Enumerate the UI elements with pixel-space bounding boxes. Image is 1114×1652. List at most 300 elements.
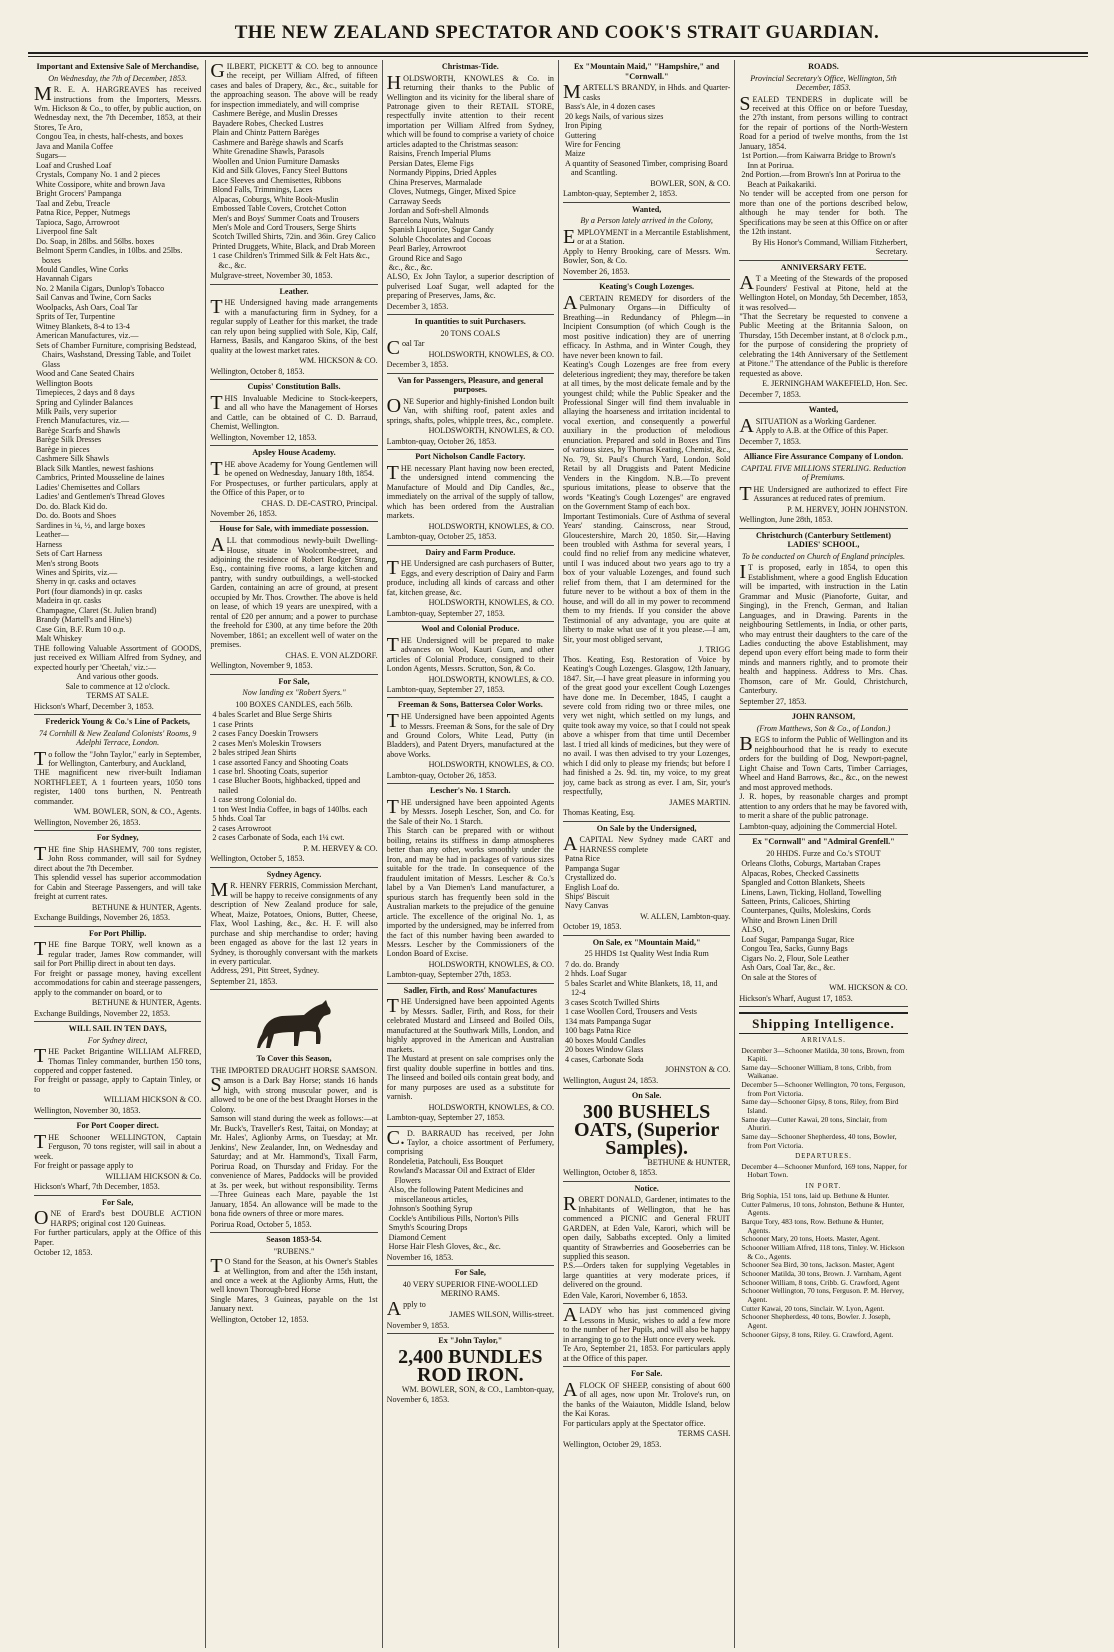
list-item: Wire for Fencing	[564, 140, 621, 149]
ad-date: Lambton-quay, September 27th, 1853.	[386, 970, 512, 980]
shipping-entry: Same day—Schooner William, 8 tons, Cribb, from Waikanae.	[741, 1062, 892, 1081]
ad-body-text: ALL that commodious newly-built Dwelling-House, situate in Woolcombe-street, and adjoining the residence of Robert Rodger Strang, Esq., containing five rooms, a large kitchen and pantry, with sundry outbuildings, a well-stocked Garden, containing an acre of ground, at present occupied by Mr. Thos. Crowther. The above is held on lease, of which 19 years are unexpired, with a rental of £20 per annum; and a power to purchase the freehold for £300, at any time before the 20th November, 1861; an excellent well of water on the premises.	[210, 534, 378, 650]
ad-date: December 3, 1853.	[386, 301, 449, 311]
list-item: Cigars No. 2, Flour, Sole Leather	[741, 953, 849, 963]
list-item: 4 bales Scarlet and Blue Serge Shirts	[212, 710, 332, 720]
ad-signature: WM. HICKSON & CO.	[299, 356, 378, 366]
ad-title: Alliance Fire Assurance Company of London.	[743, 452, 904, 462]
ad-signature: BETHUNE & HUNTER, Agents.	[91, 998, 202, 1008]
advertisement	[739, 450, 907, 528]
list-item: Ladies' and Gentlemen's Thread Gloves	[36, 492, 165, 502]
list-item: Smyth's Scouring Drops	[388, 1223, 468, 1233]
shipping-entry: Barque Tory, 483 tons, Row. Bethune & Hunter, Agents.	[741, 1217, 884, 1235]
column-2	[206, 60, 382, 1648]
ad-signature: JAMES WILSON, Willis-street.	[449, 1310, 554, 1320]
ad-title: WILL SAIL IN TEN DAYS,	[68, 1023, 167, 1033]
advertisement	[739, 710, 907, 835]
ad-body-text: THE Schooner WELLINGTON, Captain Ferguson, 70 tons register, will sail in about a week.	[34, 1130, 202, 1161]
ad-body-text: THE Undersigned having made arrangements with a manufacturing firm in Sydney, for a regular supply of Leather for this market, the trade can rely upon being supplied with Sole, Kip, Calf, Harness, Basils, and Kangaroo Skins, of the best quality at the lowest market rates.	[210, 296, 378, 355]
ad-date: Wellington, November 9, 1853.	[210, 661, 313, 671]
ad-title: For Sydney,	[96, 833, 139, 843]
list-item: Horse Hair Flesh Gloves, &c., &c.	[388, 1242, 501, 1252]
ad-title: For Sale.	[631, 1369, 663, 1379]
list-item: Spring and Cylinder Balances	[36, 397, 133, 407]
shipping-entry: December 3—Schooner Matilda, 30 tons, Brown, from Kapiti.	[741, 1045, 905, 1064]
list-item: 1st Portion.—from Kaiwarra Bridge to Brown's Inn at Porirua.	[741, 151, 896, 170]
list-item: Sprits of Ter, Turpentine	[36, 312, 115, 322]
ad-title: Wanted,	[631, 204, 662, 214]
ad-body-text: Keating's Cough Lozenges are free from every deleterious ingredient; they may, therefore be taken at all times, by the most delicate female and by the youngest child; while the Public Speaker and the Professional Singer will find them invaluable in allaying the hoarseness and irritation incidental to vocal exertion, and consequently a powerful auxiliary in the production of melodious enunciation. Prepared and sold in Boxes and Tins of various sizes, by Thomas Keating, Chemist, &c., No. 79, St. Paul's Church Yard, London. Sold Retail by all Druggists and Patent Medicine Venders in the Kingdom. N.B.—To prevent spurious imitations, please to observe that the words "Keating's Cough Lozenges" are engraved on the Government Stamp of each box.	[562, 360, 731, 512]
ad-body-text: Single Mares, 3 Guineas, payable on the 1st January next.	[210, 1294, 378, 1314]
ad-body-text: For particulars apply at the Spectator office.	[562, 1418, 706, 1428]
ad-title: JOHN RANSOM,	[791, 712, 856, 722]
item-list	[739, 151, 907, 189]
shipping-entry: Schooner Shepherdess, 40 tons, Bowler. J. Joseph, Agent.	[741, 1312, 891, 1330]
ad-body-text: Address, 291, Pitt Street, Sydney.	[210, 966, 320, 976]
ad-body-text: Apply to A.B. at the Office of this Paper.	[755, 426, 889, 436]
ad-date: Lambton-quay, adjoining the Commercial Hotel.	[739, 821, 898, 831]
list-item: Lace Sleeves and Chemisettes, Ribbons	[212, 175, 342, 185]
shipping-entry: Schooner William, 8 tons, Cribb. G. Crawford, Agent	[741, 1277, 900, 1287]
column-5	[735, 60, 911, 1648]
ad-signature: WM. HICKSON & CO.	[829, 983, 908, 993]
list-item: Taal and Zebu, Treacle	[36, 198, 111, 208]
list-item: Sardines in ¼, ½, and large boxes	[36, 520, 146, 530]
in-port-label: IN PORT.	[805, 1181, 842, 1190]
ad-title: ANNIVERSARY FETE.	[780, 262, 867, 272]
advertisement	[387, 984, 554, 1127]
ad-body-text: Thos. Keating, Esq. Restoration of Voice by Keating's Cough Lozenges. Glasgow, 12th January, 1847. Sir,—I have great pleasure in informing you of the great good your excellent Cough Lozenges have done me. In December, 1845, I caught a severe cold from riding two or three miles, one very wet night, which settled on my lungs, and quite took away my voice, so that I could not speak above a whisper from that time until December last. I tried all kinds of medicines, but they were of no avail. I was then advised to try your Lozenges, which I did only to please my friends; but before I had finished a 2s. 9d. tin, my voice, to my great joy, came back as strong as ever. I am, Sir, your's respectfully,	[562, 654, 731, 797]
ad-title: Port Nicholson Candle Factory.	[415, 452, 526, 462]
arrivals-label: ARRIVALS.	[801, 1036, 846, 1045]
horse-illustration	[252, 996, 336, 1052]
list-item: 40 boxes Mould Candles	[564, 1035, 646, 1045]
advertisement	[563, 1367, 730, 1452]
list-item: Barège in pieces	[36, 444, 90, 454]
ad-date: Lambton-quay, October 26, 1853.	[386, 770, 497, 780]
newspaper-title: THE NEW ZEALAND SPECTATOR AND COOK'S STRAIT GUARDIAN.	[234, 22, 880, 43]
list-item: ALSO,	[741, 925, 765, 935]
ad-title: For Sale,	[102, 1197, 134, 1207]
ad-body-text: AT a Meeting of the Stewards of the proposed Founders' Festival at Pitone, held at the Wellington Hotel, on Monday, 5th December, 1853, it was resolved—	[739, 272, 908, 312]
list-item: Do. do. Boots and Shoes	[36, 511, 117, 521]
ad-date: Exchange Buildings, November 22, 1853.	[34, 1008, 170, 1018]
ad-title: Wanted,	[808, 405, 839, 415]
list-item: Wood and Cane Seated Chairs	[36, 369, 135, 379]
ad-body-text: ACAPITAL New Sydney made CART and HARNESS complete	[562, 833, 731, 856]
ad-body-text: THE fine Barque TORY, well known as a regular trader, James Row commander, will sail for Port Phillip direct in about ten days.	[34, 938, 202, 969]
ad-date: November 9, 1853.	[386, 1320, 450, 1330]
shipping-entry: Schooner Gipsy, 8 tons, Riley. G. Crawford, Agent.	[741, 1329, 894, 1339]
ad-body-text: AFLOCK OF SHEEP, consisting of about 600 of all ages, now upon Mr. Trolove's run, on the banks of the Waiauton, Middle Island, below the Kai Koras.	[562, 1378, 731, 1419]
list-item: Java and Manila Coffee	[36, 141, 113, 151]
list-item: Port (four diamonds) in qr. casks	[36, 586, 143, 596]
ad-title: Lescher's No. 1 Starch.	[430, 786, 511, 796]
ad-body-text: BEGS to inform the Public of Wellington and its neighbourhood that he is ready to execute orders for the building of Dog, Newport-pagnel, Light Chaise and Town Carts, Timber Carriages, Wheel and Hand Barrows, &c., &c., on the newest and most approved methods.	[739, 733, 908, 792]
ad-title: For Sale,	[278, 676, 310, 686]
ad-signature: HOLDSWORTH, KNOWLES, & CO.	[428, 349, 554, 359]
list-item: Satteen, Prints, Calicoes, Shirting	[741, 896, 851, 906]
ad-signature: HOLDSWORTH, KNOWLES, & CO.	[428, 1102, 554, 1112]
advertisement	[387, 450, 554, 545]
shipping-entry: December 4—Schooner Munford, 169 tons, Napper, for Hobart Town.	[741, 1161, 908, 1180]
column-3	[383, 60, 559, 1648]
ad-signature: WILLIAM HICKSON & Co.	[105, 1171, 202, 1181]
advertisement	[387, 1127, 554, 1267]
list-item: 2 cases Carbonate of Soda, each 1¼ cwt.	[212, 833, 345, 843]
ad-date: Thomas Keating, Esq.	[562, 808, 635, 818]
ad-date: December 7, 1853.	[739, 436, 801, 446]
list-item: Cashmere Berège, and Muslin Dresses	[212, 109, 338, 119]
list-item: Normandy Pippins, Dried Apples	[388, 168, 497, 178]
ad-body-text: ACERTAIN REMEDY for disorders of the Pulmonary Organs—in Difficulty of Breathing—in Redundancy of Phlegm—in Incipient Consumption (of which Cough is the most positive indication) they are of unerring efficacy. In Asthma, and in Winter Cough, they have never been known to fail.	[562, 291, 731, 360]
ad-signature: E. JERNINGHAM WAKEFIELD, Hon. Sec.	[762, 379, 908, 389]
ad-date: Wellington, November 30, 1853.	[34, 1105, 141, 1115]
shipping-entry: Same day—Cutter Kawai, 20 tons, Sinclair, from Ahuriri.	[741, 1114, 887, 1133]
ad-body-text: ASITUATION as a Working Gardener.	[739, 414, 877, 437]
ad-body-text: ONE Superior and highly-finished London built Van, with shifting roof, patent axles and springs, shafts, poles, whipple trees, &c., complete.	[386, 394, 554, 425]
advertisement	[387, 1266, 554, 1334]
ad-date: Lambton-quay, September 27, 1853.	[386, 1113, 505, 1123]
advertisement	[210, 675, 377, 868]
ad-headline: 2,400 BUNDLES ROD IRON.	[398, 1345, 543, 1386]
shipping-entry: Same day—Schooner Gipsy, 8 tons, Riley, from Bird Island.	[741, 1097, 899, 1116]
list-item: Congou Tea, in chests, half-chests, and boxes	[36, 132, 183, 142]
list-item: Loaf and Crushed Loaf	[36, 160, 112, 170]
ad-title: In quantities to suit Purchasers.	[414, 317, 526, 327]
ad-body-text: MARTELL'S BRANDY, in Hhds. and Quarter-casks	[562, 81, 731, 104]
advertisement	[563, 936, 730, 1089]
list-item: Case Gin, B.F. Rum 10 o.p.	[36, 624, 126, 634]
list-item: Ships' Biscuit	[564, 892, 610, 901]
ad-subtitle: By a Person lately arrived in the Colony,	[580, 216, 713, 226]
list-item: 1 ton West India Coffee, in bags of 140lbs. each	[212, 804, 368, 814]
item-list	[387, 1157, 554, 1252]
list-item: Do. do. Black Kid do.	[36, 501, 108, 511]
ad-signature: By His Honor's Command, William Fitzherbert, Secretary.	[752, 237, 908, 257]
ad-title: Important and Extensive Sale of Merchandise,	[36, 62, 199, 71]
ad-date: Eden Vale, Karori, November 6, 1853.	[562, 1290, 688, 1300]
ad-body-text: ROBERT DONALD, Gardener, intimates to the Inhabitants of Wellington, that he has commenced a PICNIC and General FRUIT GARDEN, at Eden Vale, Karori, which will be open daily, Sabbaths excepted. Only a limited quantity of Strawberries and Gooseberries can be supplied this season.	[562, 1193, 731, 1261]
list-item: Crystals, Company No. 1 and 2 pieces	[36, 170, 161, 180]
ad-headline: "RUBENS."	[273, 1246, 315, 1256]
list-item: Woollen and Union Furniture Damasks	[212, 156, 340, 166]
ad-subtitle: Provincial Secretary's Office, Wellington, 5th December, 1853.	[750, 73, 897, 93]
ad-body-text: THE Packet Brigantine WILLIAM ALFRED, Thomas Tinley commander, burthen 150 tons, coppered and copper fastened.	[34, 1045, 202, 1075]
ad-body-text: The Mustard at present on sale comprises only the first quality double superfine in bottles and tins. The linseed and boiled oils contain great body, and for many purposes are used as a substitute for varnish.	[386, 1054, 554, 1102]
ad-body-text: ONE of Erard's best DOUBLE ACTION HARPS; original cost 120 Guineas.	[34, 1207, 202, 1230]
list-item: American Manufactures, viz.—	[36, 331, 139, 341]
list-item: Pearl Barley, Arrowroot	[388, 244, 467, 254]
ad-date: Wellington, October 5, 1853.	[210, 854, 305, 864]
ad-headline: 100 BOXES CANDLES, each 56lb.	[235, 699, 353, 709]
ad-headline: 40 VERY SUPERIOR FINE-WOOLLED MERINO RAMS.	[402, 1279, 538, 1299]
list-item: 5 hhds. Coal Tar	[212, 814, 266, 824]
list-item: Soluble Chocolates and Cocoas	[388, 234, 491, 244]
ad-date: Lambton-quay, October 26, 1853.	[386, 436, 497, 446]
list-item: Bayadere Robes, Checked Lustres	[212, 118, 324, 128]
list-item: 5 bales Scarlet and White Blankets, 18, 11, and 12-4	[564, 978, 718, 998]
list-item: Jordan and Soft-shell Almonds	[388, 206, 489, 216]
ad-body-text: THIS Invaluable Medicine to Stock-keepers, and all who have the Management of Horses and Cattle, can be obtained of C. D. Barraud, Chemist, Wellington.	[210, 391, 378, 432]
column-4	[559, 60, 735, 1648]
ad-title: On Sale.	[631, 1091, 662, 1101]
list-item: Liverpool fine Salt	[36, 227, 98, 237]
list-item: 1 case assorted Fancy and Shooting Coats	[212, 757, 349, 767]
shipping-entry: December 5—Schooner Wellington, 70 tons, Ferguson, from Port Victoria.	[741, 1080, 906, 1098]
ad-body-text: P.S.—Orders taken for supplying Vegetables in large quantities at very moderate prices, if delivered on the ground.	[562, 1261, 731, 1290]
ad-signature: BETHUNE & HUNTER,	[647, 1157, 731, 1167]
ad-signature: BETHUNE & HUNTER, Agents.	[91, 902, 202, 912]
ad-title: Season 1853-54.	[266, 1234, 322, 1244]
ad-date: Lambton-quay, September 2, 1853.	[562, 189, 678, 199]
ad-signature: BOWLER, SON, & CO.	[650, 178, 731, 188]
advertisement	[739, 261, 907, 404]
ad-body-text: THE Undersigned have been appointed Agents by Messrs. Sadler, Firth, and Ross, for their celebrated Mustard and Linseed and Boiled Oils, manufactured at the Southwark Mills, London, and highly approved in the American and Australian markets.	[386, 995, 554, 1054]
list-item: 7 do. do. Brandy	[564, 959, 620, 969]
ad-subtitle: 74 Cornhill & New Zealand Colonists' Rooms, 9 Adelphi Terrace, London.	[39, 728, 197, 748]
advertisement	[210, 868, 377, 991]
list-item: China Preserves, Marmalade	[388, 177, 482, 187]
item-list	[563, 102, 730, 178]
ad-body-text: For freight or passage, apply to Captain Tinley, or to	[34, 1075, 202, 1094]
ad-date: December 3, 1853.	[386, 360, 449, 370]
list-item: Sets of Cart Harness	[36, 549, 103, 559]
ad-title: Sydney Agency.	[266, 869, 322, 879]
ad-subtitle: CAPITAL FIVE MILLIONS STERLING. Reduction of Premiums.	[741, 463, 906, 483]
list-item: Persian Dates, Eleme Figs	[388, 158, 474, 168]
list-item: Black Silk Mantles, newest fashions	[36, 463, 154, 473]
ad-date: Exchange Buildings, November 26, 1853.	[34, 913, 170, 923]
list-item: 1 case strong Colonial do.	[212, 795, 297, 805]
shipping-entry: Schooner Wellington, 70 tons, Ferguson. P. M. Hervey, Agent.	[741, 1286, 904, 1304]
ad-title: Sadler, Firth, and Ross' Manufactures	[403, 985, 537, 995]
shipping-entry: Same day—Schooner Shepherdess, 40 tons, Bowler, from Port Victoria.	[741, 1132, 897, 1150]
ad-body-text: For freight or passage money, having excellent accommodations for cabin and steerage passengers, apply to the commander on board, or to	[34, 968, 202, 997]
ad-date: November 26, 1853.	[562, 266, 630, 276]
shipping-heading: Shipping Intelligence.	[739, 1012, 907, 1034]
list-item: &c., &c., &c.	[388, 262, 433, 272]
list-item: Crystallized do.	[564, 873, 617, 883]
list-item: Blond Falls, Trimmings, Laces	[212, 185, 313, 195]
list-item: Champagne, Claret (St. Julien brand)	[36, 605, 157, 615]
list-item: Rowland's Macassar Oil and Extract of Elder Flowers	[388, 1166, 535, 1185]
ad-title: House for Sale, with immediate possession.	[219, 524, 369, 534]
list-item: Spanish Liquorice, Sugar Candy	[388, 225, 494, 235]
list-item: 2 cases Arrowroot	[212, 823, 272, 833]
shipping-entry: Schooner Mary, 20 tons, Hoets. Master, Agent.	[741, 1234, 880, 1244]
ad-subtitle: (From Matthews, Son & Co., of London.)	[756, 723, 891, 733]
ad-date: September 27, 1853.	[739, 696, 807, 706]
list-item: Spangled and Cotton Blankets, Sheets	[741, 878, 865, 888]
list-item: 1 case Blucher Boots, highbacked, tipped and nailed	[212, 776, 361, 795]
list-item: Ash Oars, Coal Tar, &c., &c.	[741, 963, 836, 973]
list-item: Raisins, French Imperial Plums	[388, 149, 491, 159]
advertisement	[387, 698, 554, 784]
list-item: Men's Mole and Cord Trousers, Serge Shirts	[212, 222, 356, 232]
ad-date: Hickson's Wharf, August 17, 1853.	[739, 993, 853, 1003]
list-item: Johnson's Soothing Syrup	[388, 1204, 473, 1214]
advertisement	[387, 315, 554, 373]
ad-date: Lambton-quay, October 25, 1853.	[386, 532, 497, 542]
list-item: Embossed Table Covers, Crotchet Cotton	[212, 204, 347, 214]
list-item: 100 bags Patna Rice	[564, 1026, 631, 1036]
list-item: Men's strong Boots	[36, 558, 99, 568]
ad-title: Cupiss' Constitution Balls.	[247, 382, 341, 392]
ad-body-text: For freight or passage apply to	[34, 1161, 134, 1171]
ad-body-text: Apply to Henry Brooking, care of Messrs. Wm. Bowler, Son, & Co.	[562, 246, 731, 266]
advertisement	[739, 835, 907, 1007]
ad-title: Apsley House Academy.	[252, 448, 336, 458]
ad-date: Lambton-quay, September 27, 1853.	[386, 685, 505, 694]
list-item: 3 cases Scotch Twilled Shirts	[564, 997, 660, 1007]
ad-headline: 25 HHDS 1st Quality West India Rum	[584, 949, 709, 959]
ad-date: November 16, 1853.	[386, 1252, 454, 1262]
ad-date: Wellington, August 24, 1853.	[562, 1075, 659, 1085]
ad-title: On Sale by the Undersigned,	[596, 823, 697, 833]
ad-body-text: Coal Tar	[386, 337, 425, 360]
list-item: Barège Scarfs and Shawls	[36, 425, 121, 435]
item-list	[387, 149, 554, 272]
ad-headline: 20 TONS COALS	[440, 328, 501, 338]
advertisement	[34, 1119, 201, 1195]
ad-body-text: THE fine Ship HASHEMY, 700 tons register, John Ross commander, will sail for Sydney direct about the 7th December.	[34, 842, 202, 873]
ad-signature: W. ALLEN, Lambton-quay.	[640, 911, 731, 921]
advertisement	[739, 403, 907, 450]
advertisement	[210, 285, 377, 380]
ad-body-text: THE following Valuable Assortment of GOODS, just received ex William Alfred from Sydney, and expected hourly per 'Cheetah,' viz.:—	[34, 643, 202, 672]
ad-footer: Sale to commence at 12 o'clock.	[65, 681, 170, 691]
ad-signature: WM. BOWLER, SON, & CO., Lambton-quay,	[401, 1384, 554, 1394]
advertisement	[34, 831, 201, 926]
ad-date: Wellington, October 29, 1853.	[562, 1439, 662, 1449]
list-item: Also, the following Patent Medicines and miscellaneous articles,	[388, 1185, 524, 1204]
ad-body-text: THE undersigned have been appointed Agents by Messrs. Joseph Lescher, Son, and Co. for the Sale of their No. 1 Starch.	[386, 795, 554, 826]
ad-subtitle: Now landing ex "Robert Syers."	[242, 688, 346, 698]
list-item: Pampanga Sugar	[564, 863, 620, 873]
list-item: Navy Canvas	[564, 901, 609, 911]
ad-body-text: To follow the "John Taylor," early in September, for Wellington, Canterbury, and Auckland,	[34, 747, 202, 770]
list-item: Ground Rice and Sago	[388, 253, 463, 263]
ad-subtitle: To be conducted on Church of England principles.	[741, 551, 905, 561]
list-item: Mould Candles, Wine Corks	[36, 264, 129, 274]
ad-body-text: Important Testimonials. Cure of Asthma of several Years' standing. Cainscross, near Stroud, Gloucestershire, March 20, 1850. Sir,—Having been troubled with Asthma for several years, I could find no relief from any medicine whatever, until I was induced about two years ago to try a box of your valuable Lozenges, and found such relief from them, that I am determined for the future never to be without a box of them in the house, and will do all in my power to recommend them to my friends. If you consider the above Testimonial of any advantage, you are quite at liberty to make what use of it you please.—I am, Sir, your most obliged servant,	[562, 511, 731, 644]
list-item: Alpacas, Coburgs, White Book-Muslin	[212, 194, 339, 204]
ad-body-text: ALSO, Ex John Taylor, a superior description of pulverised Loaf Sugar, well adapted for the preparing of Preserves, Jams, &c.	[386, 272, 554, 301]
ad-date: Wellington, October 8, 1853.	[562, 1168, 658, 1178]
advertisement	[210, 522, 377, 674]
ad-date: October 12, 1853.	[34, 1248, 93, 1258]
advertisement	[210, 380, 377, 446]
ad-signature: HOLDSWORTH, KNOWLES, & CO.	[428, 426, 554, 436]
ad-signature: HOLDSWORTH, KNOWLES, & CO.	[428, 959, 554, 969]
list-item: Harness	[36, 539, 63, 549]
list-item: Congou Tea, Sacks, Gunny Bags	[741, 944, 848, 954]
ad-date: Wellington, June 28th, 1853.	[739, 515, 833, 525]
ad-title: To Cover this Season,	[256, 1054, 332, 1064]
ad-signature: CHAS. E. VON ALZDORF.	[285, 650, 378, 660]
list-item: Carraway Seeds	[388, 196, 442, 206]
list-item: Cashmere Silk Shawls	[36, 454, 109, 464]
list-item: 134 mats Pampanga Sugar	[564, 1016, 652, 1026]
ad-title: Keating's Cough Lozenges.	[599, 282, 695, 292]
ad-title: Christchurch (Canterbury Settlement) LADIES' SCHOOL,	[756, 530, 891, 550]
list-item: Counterpanes, Quilts, Moleskins, Cords	[741, 906, 871, 916]
item-list	[563, 960, 730, 1064]
shipping-entry: Schooner Matilda, 30 tons, Brown. J. Varnham, Agent	[741, 1268, 902, 1278]
list-item: No. 2 Manila Cigars, Dunlop's Tobacco	[36, 283, 165, 293]
list-item: Sugars—	[36, 151, 67, 161]
ad-body-text: MR. HENRY FERRIS, Commission Merchant, will be happy to receive consignments of any description of New Zealand produce for sale, Wheat, Maize, Potatoes, Onions, Butter, Cheese, Flax, Wool Lashing, &c., &c. H. F. will also purchase and ship merchandise to order; having been engaged as above for the last 12 years in Sydney, is thoroughly conversant with the markets in every particular.	[210, 879, 378, 966]
ad-body-text: "That the Secretary be requested to convene a Public Meeting at the Britannia Saloon, on Thursday, 15th December instant, at 8 o'clock p.m., for the purpose of considering the propriety of celebrating the 14th Anniversary of the Settlement at Pitone." The attendance of the Public is therefore requested as above.	[739, 311, 908, 378]
ad-title: Freeman & Sons, Battersea Color Works.	[397, 700, 543, 710]
ad-footer: TERMS AT SALE.	[86, 691, 149, 701]
ad-body-text: Samson is a Dark Bay Horse; stands 16 hands high, with strong muscular power, and is allowed to be one of the best Draught Horses in the Colony.	[210, 1074, 378, 1114]
ad-body-text: THE necessary Plant having now been erected, the undersigned intend commencing the Manufacture of Mould and Dip Candles, &c., immediately on the arrival of the supply of tallow, which has been ordered from the Australian markets.	[386, 461, 554, 521]
list-item: Maize	[564, 149, 586, 159]
list-item: Belmont Sperm Candles, in 10lbs. and 25lbs. boxes	[36, 246, 183, 265]
ad-signature: P. M. HERVEY & CO.	[303, 843, 378, 853]
list-item: Linens, Lawn, Ticking, Holland, Towelling	[741, 887, 882, 897]
advertisement	[563, 1089, 730, 1182]
list-item: Rondeletia, Patchouli, Ess Bouquet	[388, 1156, 504, 1166]
list-item: Woolpacks, Ash Oars, Coal Tar	[36, 302, 138, 312]
ad-title: For Port Cooper direct.	[76, 1121, 159, 1131]
ad-body-text: TO Stand for the Season, at his Owner's Stables at Wellington, from and after the 15th instant, and once a week at the Aglionby Arms, Hutt, the well known Thorough-bred Horse	[210, 1255, 378, 1295]
list-item: 1 case Prints	[212, 719, 254, 729]
ad-title: Notice.	[634, 1183, 659, 1193]
list-item: 20 boxes Window Glass	[564, 1045, 644, 1055]
ad-subtitle: On Wednesday, the 7th of December, 1853.	[48, 73, 188, 83]
ad-date: November 6, 1853.	[386, 1395, 450, 1405]
ad-date: December 7, 1853.	[739, 389, 801, 399]
list-item: Men's and Boys' Summer Coats and Trousers	[212, 213, 360, 223]
ad-title: Leather.	[279, 286, 309, 296]
ad-date: Lambton-quay, September 27, 1853.	[386, 608, 505, 618]
ad-signature: HOLDSWORTH, KNOWLES, & CO.	[428, 674, 554, 684]
list-item: Cockle's Antibilious Pills, Norton's Pills	[388, 1213, 519, 1223]
list-item: Barcelona Nuts, Walnuts	[388, 215, 470, 225]
list-item: Brandy (Martell's and Hine's)	[36, 615, 132, 625]
ad-signature: HOLDSWORTH, KNOWLES, & CO.	[428, 760, 554, 770]
ad-body-text: HOLDSWORTH, KNOWLES & Co. in returning their thanks to the Public of Wellington and its vicinity for the liberal share of Patronage given to their RETAIL STORE, respectfully invite attention to their recent importation per William Alfred from Sydney, which will be found to comprise a variety of choice articles adapted to the Christmas season:	[386, 71, 554, 149]
ad-body-text: THE Undersigned will be prepared to make advances on Wool, Kauri Gum, and other articles of Colonial Produce, consigned to their London Agents, Messrs. Scrutton, Son, & Co.	[386, 633, 554, 674]
ad-headline: 20 HHDS. Furze and Co.'s STOUT	[766, 848, 881, 858]
ad-body-text: IT is proposed, early in 1854, to open this Establishment, where a good English Education will be imparted, with instruction in the Latin Grammar and Music (Pianoforte, Guitar, and Singing), in the French, German, and Italian Languages, and in Drawing. Parents in the neighbouring Settlements, in India, or other parts, who may entrust their daughters to the care of the Ladies conducting the above Establishment, may depend upon every effort being made to form their minds and manners rightly, and to promote their health and happiness. Address to Mrs. Chas. Thomson, care of Mr. Gould, Christchurch, Canterbury.	[739, 561, 908, 696]
ad-date: Porirua Road, October 5, 1853.	[210, 1219, 312, 1229]
newspaper-columns	[30, 60, 1088, 1648]
ad-signature: JAMES MARTIN.	[669, 797, 731, 807]
list-item: Patna Rice, Pepper, Nutmegs	[36, 208, 131, 218]
advertisement	[210, 446, 377, 522]
ad-signature: WILLIAM HICKSON & CO.	[103, 1095, 202, 1105]
list-item: Kid and Silk Gloves, Fancy Steel Buttons	[212, 166, 348, 176]
list-item: French Manufactures, viz.—	[36, 416, 130, 426]
list-item: Timepieces, 2 days and 8 days	[36, 388, 135, 398]
list-item: 20 kegs Nails, of various sizes	[564, 111, 664, 121]
list-item: Cashmere and Barège shawls and Scarfs	[212, 137, 344, 147]
advertisement	[739, 60, 907, 261]
ad-body-text: THE magnificent new river-built Indiaman NORTHFLEET, A 1 fourteen years, 1050 tons register, 1400 tons burthen, N. Pentreath commander.	[34, 768, 202, 806]
list-item: A quantity of Seasoned Timber, comprising Board and Scantling.	[564, 158, 728, 178]
list-item: Do. Soap, in 28lbs. and 56lbs. boxes	[36, 236, 155, 246]
ad-body-text: MR. E. A. HARGREAVES has received instructions from the Importers, Messrs. Wm. Hickson & Co., to offer, by public auction, on Wednesday next, the 7th December, 1853, at their Stores, Te Aro,	[34, 83, 202, 132]
column-1	[30, 60, 206, 1648]
ad-signature: HOLDSWORTH, KNOWLES, & CO.	[428, 521, 554, 531]
ad-signature: CHAS. D. DE-CASTRO, Principal.	[261, 498, 378, 508]
ad-date: October 19, 1853.	[562, 922, 622, 932]
list-item: Sherry in qr. casks and octaves	[36, 577, 136, 587]
